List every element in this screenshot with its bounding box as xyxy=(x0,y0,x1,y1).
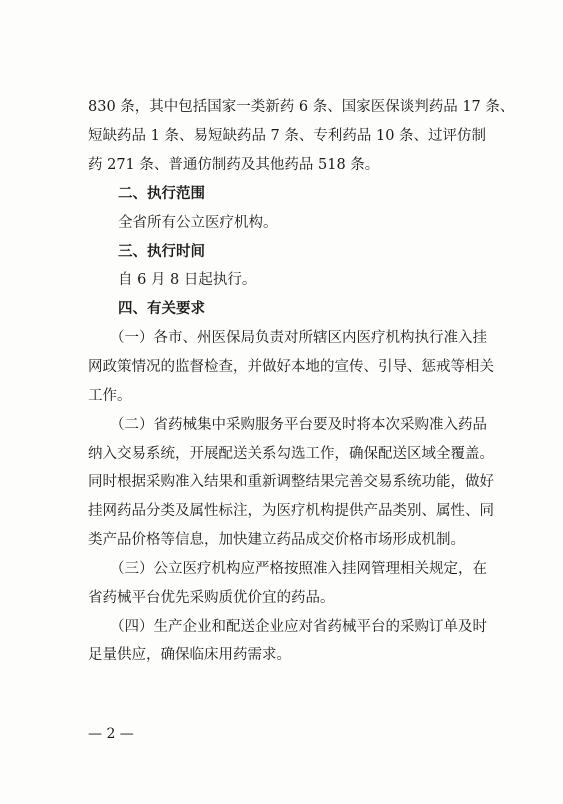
body-line: 全省所有公立医疗机构。 xyxy=(118,215,278,231)
section-heading-scope: 二、执行范围 xyxy=(118,186,205,202)
body-line: 自 6 月 8 日起执行。 xyxy=(118,272,257,288)
paragraph-line: （四）生产企业和配送企业应对省药械平台的采购订单及时 xyxy=(110,619,487,635)
paragraph-line: （三）公立医疗机构应严格按照准入挂网管理相关规定，在 xyxy=(110,561,487,577)
paragraph-line: 工作。 xyxy=(88,388,132,404)
paragraph-line: 纳入交易系统，开展配送关系勾选工作，确保配送区域全覆盖。 xyxy=(88,446,494,462)
paragraph-line: 省药械平台优先采购质优价宜的药品。 xyxy=(88,590,335,606)
paragraph-line: 足量供应，确保临床用药需求。 xyxy=(88,647,291,663)
body-line: 药 271 条、普通仿制药及其他药品 518 条。 xyxy=(88,157,380,173)
paragraph-line: （二）省药械集中采购服务平台要及时将本次采购准入药品 xyxy=(110,417,487,433)
paragraph-line: 同时根据采购准入结果和重新调整结果完善交易系统功能，做好 xyxy=(88,474,494,490)
section-heading-requirements: 四、有关要求 xyxy=(118,301,205,317)
paragraph-line: （一）各市、州医保局负责对所辖区内医疗机构执行准入挂 xyxy=(110,330,487,346)
paragraph-line: 类产品价格等信息，加快建立药品成交价格市场形成机制。 xyxy=(88,532,465,548)
body-line: 短缺药品 1 条、易短缺药品 7 条、专利药品 10 条、过评仿制 xyxy=(88,128,487,144)
paragraph-line: 网政策情况的监督检查，并做好本地的宣传、引导、惩戒等相关 xyxy=(88,359,494,375)
paragraph-line: 挂网药品分类及属性标注，为医疗机构提供产品类别、属性、同 xyxy=(88,503,494,519)
body-line: 830 条，其中包括国家一类新药 6 条、国家医保谈判药品 17 条、 xyxy=(88,99,515,115)
section-heading-time: 三、执行时间 xyxy=(118,244,205,260)
page-number: — 2 — xyxy=(88,726,134,742)
